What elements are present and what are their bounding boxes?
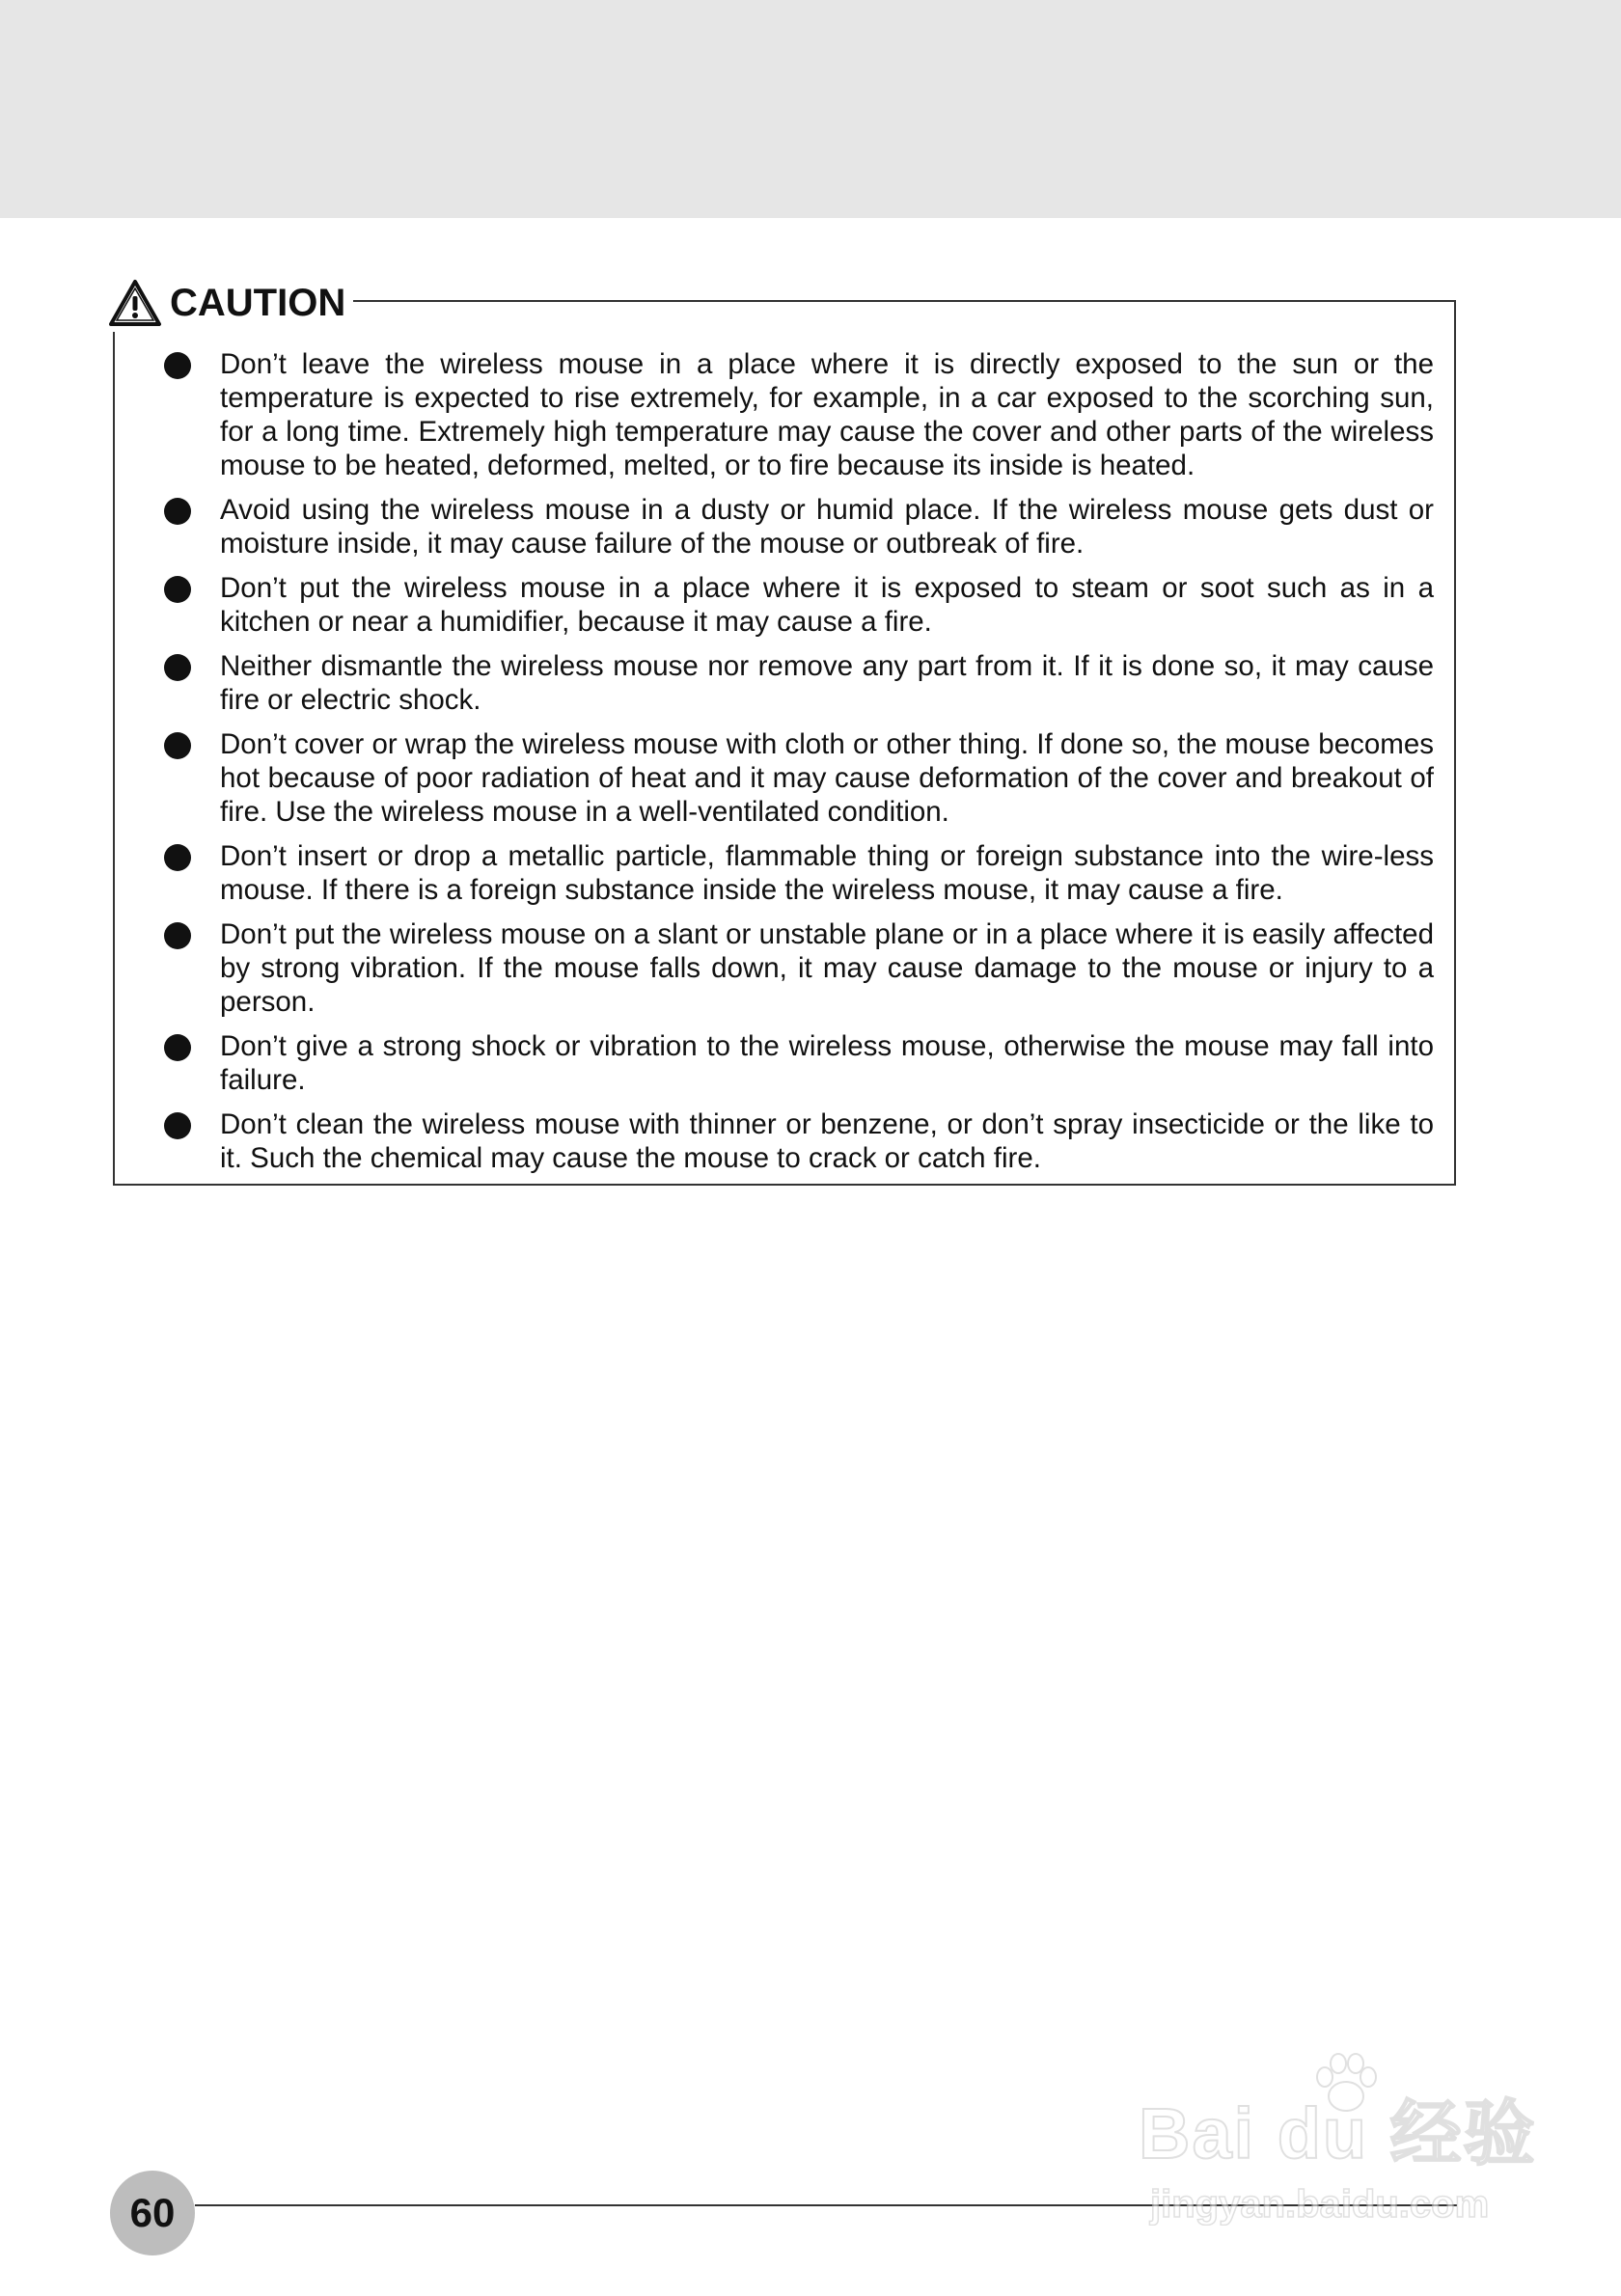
bullet-dot-icon <box>164 1112 191 1139</box>
caution-item-text: Neither dismantle the wireless mouse nor remove any part from it. If it is done so, it may cause fire or electric shock. <box>220 650 1434 716</box>
caution-item <box>162 649 1434 717</box>
page-number: 60 <box>129 2190 176 2235</box>
caution-item <box>162 493 1434 560</box>
caution-item-text: Don’t put the wireless mouse on a slant or unstable plane or in a place where it is easily affected by strong vibration. If the mouse falls down, it may cause damage to the mouse or injury to a person. <box>220 918 1434 1018</box>
bullet-dot-icon <box>164 576 191 603</box>
bullet-dot-icon <box>164 1034 191 1061</box>
bullet-dot-icon <box>164 922 191 949</box>
caution-item <box>162 727 1434 829</box>
caution-title: CAUTION <box>170 282 346 324</box>
warning-triangle-icon <box>108 279 162 327</box>
caution-item-text: Don’t cover or wrap the wireless mouse with cloth or other thing. If done so, the mouse becomes hot because of poor radiation of heat and it may cause deformation of the cover and breakout of fire. Use the wireless mouse in a well-ventilated condition. <box>220 728 1434 828</box>
caution-heading <box>106 274 353 332</box>
caution-item <box>162 917 1434 1019</box>
caution-item-text: Don’t give a strong shock or vibration to the wireless mouse, otherwise the mouse may fall into failure. <box>220 1030 1434 1096</box>
watermark-url: jingyan.baidu.com <box>1150 2183 1490 2226</box>
caution-item-text: Don’t leave the wireless mouse in a place where it is directly exposed to the sun or the temperature is expected to rise extremely, for example, in a car exposed to the scorching sun, for a long time. Extremely high temperature may cause the cover and other parts of the wireless mouse to be heated, deformed, melted, or to fire because its inside is heated. <box>220 348 1434 481</box>
caution-item <box>162 347 1434 482</box>
caution-item-text: Don’t clean the wireless mouse with thinner or benzene, or don’t spray insecticide or the like to it. Such the chemical may cause the mouse to crack or catch fire. <box>220 1108 1434 1174</box>
watermark-logo-text: Bai du 经验 <box>1139 2093 1537 2173</box>
baidu-jingyan-watermark <box>1139 2050 1553 2243</box>
caution-item <box>162 839 1434 907</box>
bullet-dot-icon <box>164 844 191 871</box>
bullet-dot-icon <box>164 498 191 525</box>
caution-item-text: Don’t insert or drop a metallic particle, flammable thing or foreign substance into the wire-less mouse. If there is a foreign substance inside the wireless mouse, it may cause a fire. <box>220 840 1434 906</box>
bullet-dot-icon <box>164 352 191 379</box>
caution-item <box>162 1107 1434 1175</box>
bullet-dot-icon <box>164 732 191 759</box>
page-number-badge <box>110 2171 195 2255</box>
caution-item-text: Don’t put the wireless mouse in a place where it is exposed to steam or soot such as in a kitchen or near a humidifier, because it may cause a fire. <box>220 572 1434 638</box>
header-band <box>0 0 1621 218</box>
caution-item <box>162 571 1434 639</box>
caution-list <box>162 347 1434 1186</box>
caution-item-text: Avoid using the wireless mouse in a dusty or humid place. If the wireless mouse gets dust or moisture inside, it may cause failure of the mouse or outbreak of fire. <box>220 494 1434 560</box>
caution-item <box>162 1029 1434 1097</box>
bullet-dot-icon <box>164 654 191 681</box>
